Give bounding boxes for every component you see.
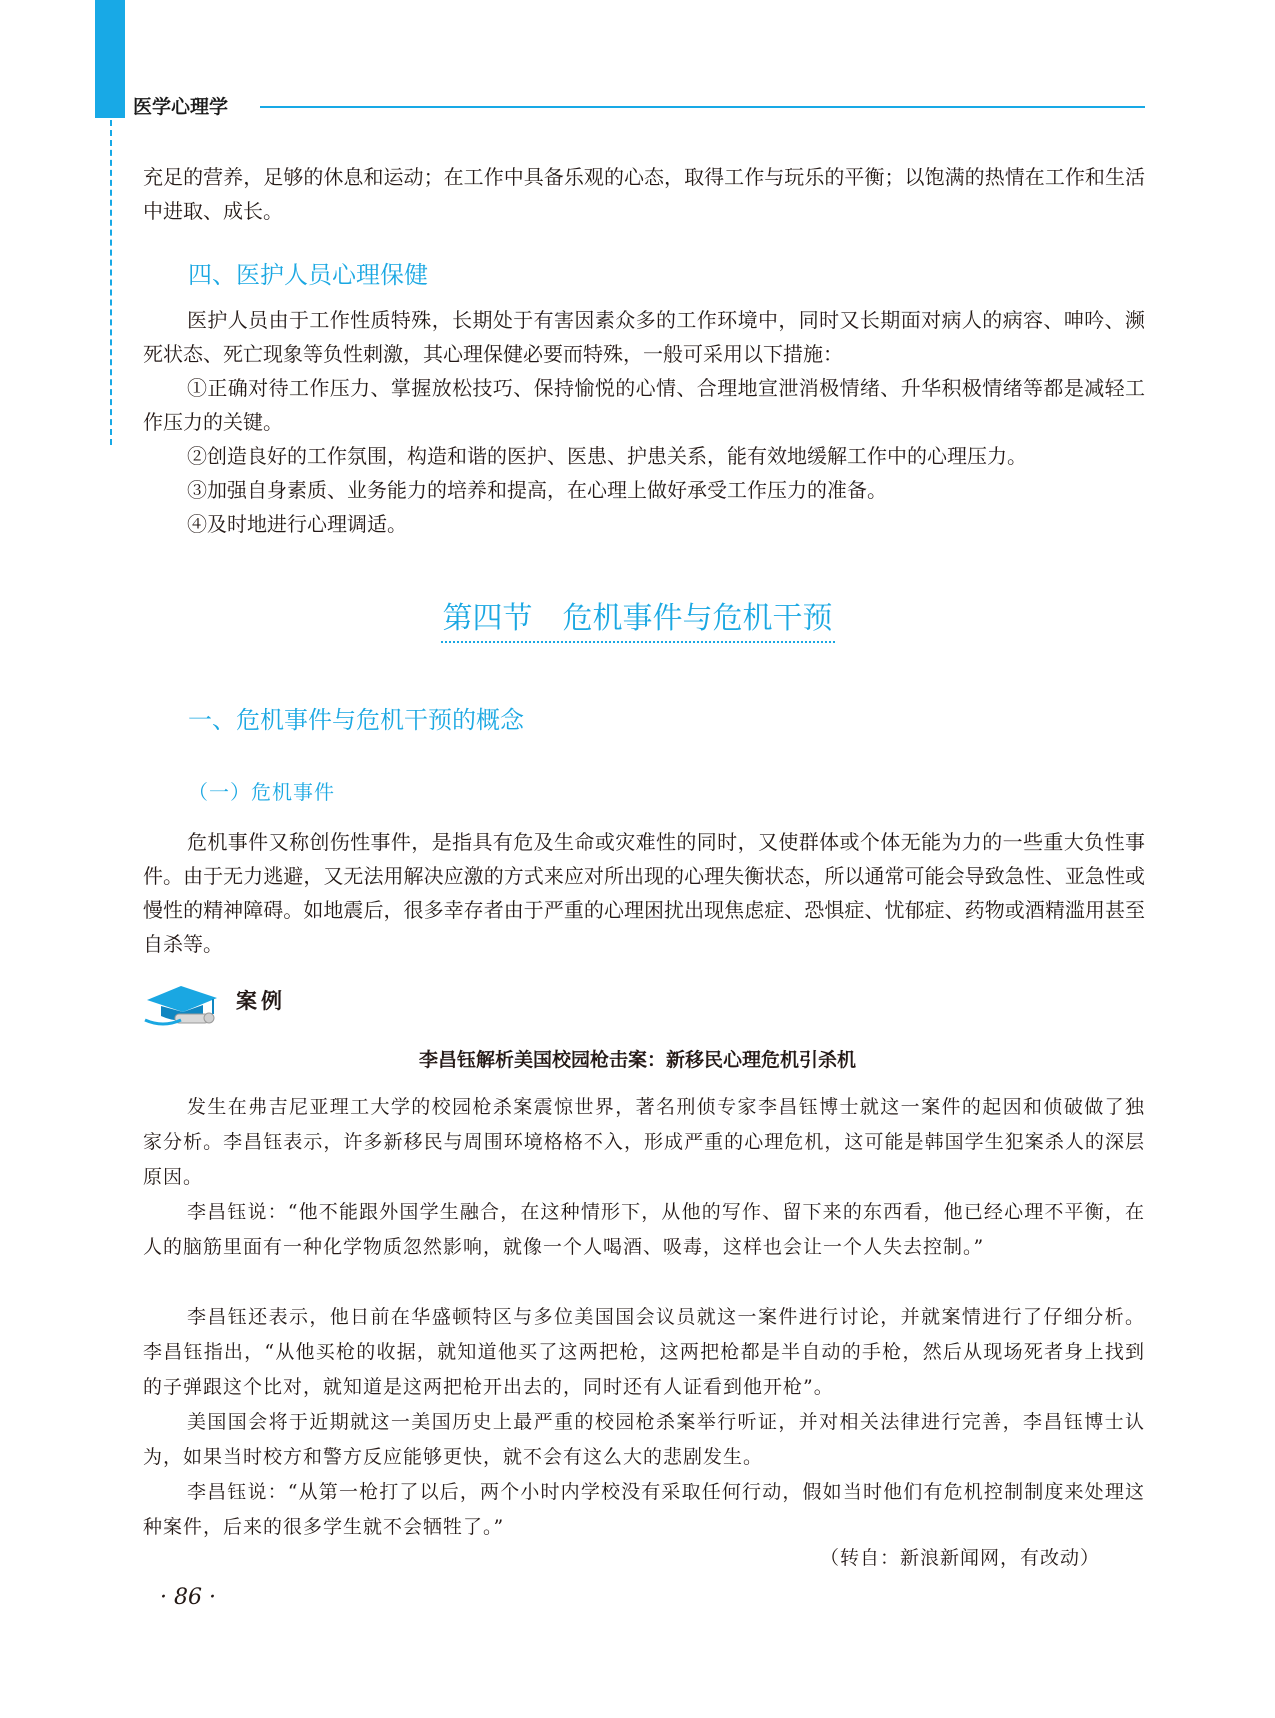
care-paragraph: 医护人员由于工作性质特殊，长期处于有害因素众多的工作环境中，同时又长期面对病人的病容、呻吟、濒死状态、死亡现象等负性刺激，其心理保健必要而特殊，一般可采用以下措施： bbox=[143, 308, 1145, 366]
graduation-cap-icon bbox=[143, 978, 221, 1028]
case-paragraph-2: 李昌钰说：“他不能跟外国学生融合，在这种情形下，从他的写作、留下来的东西看，他已经心理不平衡，在人的脑筋里面有一种化学物质忽然影响，就像一个人喝酒、吸毒，这样也会让一个人失去控制。” bbox=[143, 1201, 1145, 1258]
case-label: 案例 bbox=[236, 988, 286, 1013]
heading-one: 一、危机事件与危机干预的概念 bbox=[188, 706, 524, 734]
header-rule bbox=[260, 106, 1145, 108]
crisis-paragraph: 危机事件又称创伤性事件，是指具有危及生命或灾难性的同时，又使群体或个体无能为力的一些重大负性事件。由于无力逃避，又无法用解决应激的方式来应对所出现的心理失衡状态，所以通常可能会导致急性、亚急性或慢性的精神障碍。如地震后，很多幸存者由于严重的心理困扰出现焦虑症、恐惧症、忧郁症、药物或酒精滥用甚至自杀等。 bbox=[143, 830, 1145, 956]
case-paragraph-3: 李昌钰还表示，他日前在华盛顿特区与多位美国国会议员就这一案件进行讨论，并就案情进行了仔细分析。李昌钰指出，“从他买枪的收据，就知道他买了这两把枪，这两把枪都是半自动的手枪，然后从现场死者身上找到的子弹跟这个比对，就知道是这两把枪开出去的，同时还有人证看到他开枪”。 bbox=[143, 1306, 1145, 1398]
case-paragraph-1: 发生在弗吉尼亚理工大学的校园枪杀案震惊世界，著名刑侦专家李昌钰博士就这一案件的起因和侦破做了独家分析。李昌钰表示，许多新移民与周围环境格格不入，形成严重的心理危机，这可能是韩国学生犯案杀人的深层原因。 bbox=[143, 1096, 1145, 1188]
list-item-4: ④及时地进行心理调适。 bbox=[187, 512, 407, 536]
page-number: · 86 · bbox=[160, 1585, 216, 1610]
list-item-3: ③加强自身素质、业务能力的培养和提高，在心理上做好承受工作压力的准备。 bbox=[187, 478, 887, 502]
header-tab bbox=[95, 0, 125, 118]
section-title-text: 第四节 危机事件与危机干预 bbox=[441, 593, 835, 643]
heading-four: 四、医护人员心理保健 bbox=[188, 261, 428, 289]
list-item-1: ①正确对待工作压力、掌握放松技巧、保持愉悦的心情、合理地宣泄消极情绪、升华积极情绪等都是减轻工作压力的关键。 bbox=[143, 376, 1145, 434]
case-paragraph-5: 李昌钰说：“从第一枪打了以后，两个小时内学校没有采取任何行动，假如当时他们有危机控制制度来处理这种案件，后来的很多学生就不会牺牲了。” bbox=[143, 1481, 1145, 1538]
case-title: 李昌钰解析美国校园枪击案：新移民心理危机引杀机 bbox=[418, 1049, 856, 1071]
side-dashed-line bbox=[110, 120, 112, 445]
list-item-2: ②创造良好的工作氛围，构造和谐的医护、医患、护患关系，能有效地缓解工作中的心理压力。 bbox=[187, 444, 1027, 468]
intro-paragraph: 充足的营养，足够的休息和运动；在工作中具备乐观的心态，取得工作与玩乐的平衡；以饱满的热情在工作和生活中进取、成长。 bbox=[143, 165, 1145, 223]
book-title: 医学心理学 bbox=[133, 96, 229, 118]
case-source: （转自：新浪新闻网，有改动） bbox=[819, 1547, 1100, 1569]
heading-one-one: （一）危机事件 bbox=[188, 780, 335, 804]
case-paragraph-4: 美国国会将于近期就这一美国历史上最严重的校园枪杀案举行听证，并对相关法律进行完善，李昌钰博士认为，如果当时校方和警方反应能够更快，就不会有这么大的悲剧发生。 bbox=[143, 1411, 1145, 1468]
section-title bbox=[0, 593, 1275, 643]
